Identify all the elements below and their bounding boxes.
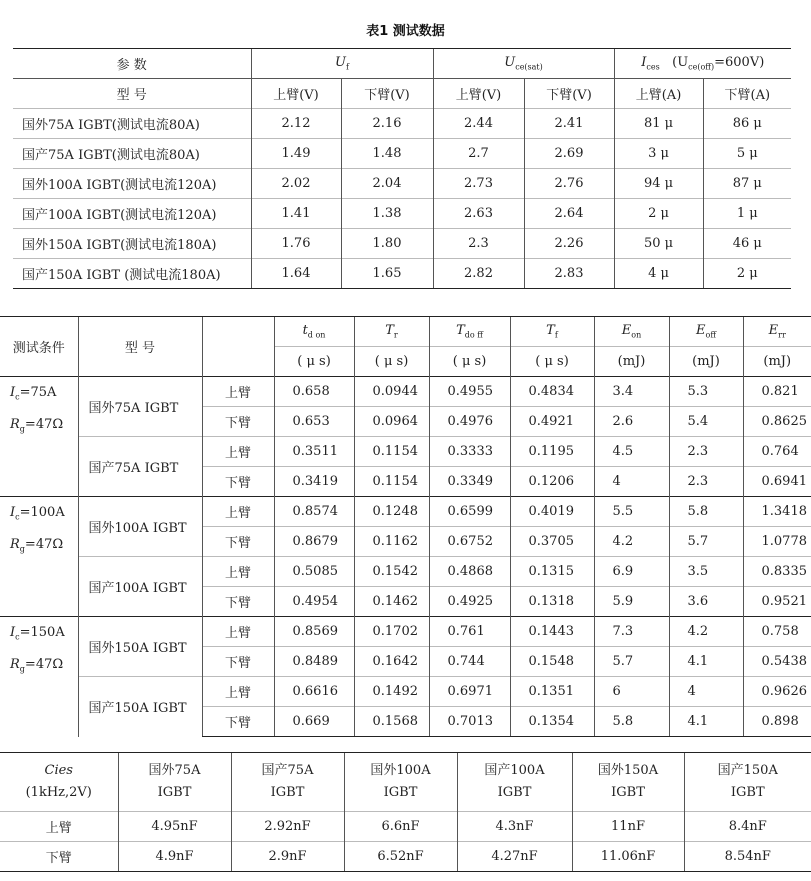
table-row [0, 497, 811, 527]
param-symbol: $E_{rr}$ [743, 317, 811, 347]
test-condition: $I_c=150A$ $R_g=47\Omega$ [0, 617, 78, 737]
table-cell: 0.6616 [274, 677, 354, 707]
table-cell: 2.02 [251, 169, 341, 199]
table-cell: 0.1195 [510, 437, 594, 467]
device-header: 国外150A IGBT [572, 753, 684, 812]
table-cell: 2.76 [524, 169, 614, 199]
table-cell: 2 μ [614, 199, 703, 229]
table-cell: 5.7 [669, 527, 743, 557]
table-cell: 0.1568 [354, 707, 429, 737]
param-header: 参 数 [13, 49, 251, 79]
table-cell: 5.8 [669, 497, 743, 527]
table-row [0, 437, 811, 467]
header-row [0, 753, 811, 812]
table-cell: 2.9nF [231, 842, 344, 872]
arm-label: 下臂 [202, 407, 274, 437]
table-cell: 1.76 [251, 229, 341, 259]
model-name: 国外100A IGBT [78, 497, 202, 557]
capacitance-table [0, 752, 811, 872]
table-cell: 0.1248 [354, 497, 429, 527]
table-cell: 2.3 [669, 437, 743, 467]
table-cell: 6 [594, 677, 669, 707]
unit-header: 下臂(A) [703, 79, 791, 109]
param-unit: ( μ s) [510, 347, 594, 377]
table-cell: 4.3nF [457, 812, 572, 842]
table-cell: 0.8574 [274, 497, 354, 527]
table-cell: 0.1462 [354, 587, 429, 617]
model-name: 国产100A IGBT [78, 557, 202, 617]
table-cell: 0.4925 [429, 587, 510, 617]
table-row [0, 842, 811, 872]
table-cell: 2.3 [669, 467, 743, 497]
table-cell: 2.63 [433, 199, 524, 229]
table-cell: 2.26 [524, 229, 614, 259]
table-row [0, 677, 811, 707]
table-cell: 1.64 [251, 259, 341, 289]
table-cell: 0.1351 [510, 677, 594, 707]
table-cell: 5.4 [669, 407, 743, 437]
uce-sat-header: $U_{ce(sat)}$ [433, 49, 614, 79]
switching-test-table [0, 316, 811, 737]
table-cell: 2.69 [524, 139, 614, 169]
table-cell: 3.4 [594, 377, 669, 407]
table-row [13, 169, 791, 199]
model-name: 国外150A IGBT [78, 617, 202, 677]
table-cell: 1.41 [251, 199, 341, 229]
table-cell: 0.1642 [354, 647, 429, 677]
table-cell: 5.5 [594, 497, 669, 527]
param-unit: ( μ s) [429, 347, 510, 377]
table-cell: 5.3 [669, 377, 743, 407]
table-cell: 0.1542 [354, 557, 429, 587]
table-row [0, 812, 811, 842]
param-symbol: $E_{off}$ [669, 317, 743, 347]
table-row [0, 377, 811, 407]
table-cell: 6.6nF [344, 812, 457, 842]
table-cell: 5.7 [594, 647, 669, 677]
unit-header: 下臂(V) [341, 79, 433, 109]
table-cell: 1 μ [703, 199, 791, 229]
uf-header: $U_f$ [251, 49, 433, 79]
model-name: 国产100A IGBT(测试电流120A) [13, 199, 251, 229]
table-cell: 11.06nF [572, 842, 684, 872]
unit-header: 上臂(A) [614, 79, 703, 109]
header-row [0, 317, 811, 347]
arm-label: 下臂 [202, 587, 274, 617]
model-name: 国产150A IGBT [78, 677, 202, 737]
param-unit: (mJ) [594, 347, 669, 377]
table-cell: 0.1154 [354, 437, 429, 467]
model-name: 国外75A IGBT [78, 377, 202, 437]
table-cell: 4.1 [669, 707, 743, 737]
table-row [13, 259, 791, 289]
table-cell: 4 [594, 467, 669, 497]
table-cell: 0.658 [274, 377, 354, 407]
table-cell: 87 μ [703, 169, 791, 199]
param-unit: ( μ s) [354, 347, 429, 377]
model-header: 型 号 [13, 79, 251, 109]
cies-header: Cies (1kHz,2V) [0, 753, 118, 812]
table-cell: 2.6 [594, 407, 669, 437]
param-unit: (mJ) [743, 347, 811, 377]
table-cell: 0.6971 [429, 677, 510, 707]
table-cell: 0.6941 [743, 467, 811, 497]
unit-header: 下臂(V) [524, 79, 614, 109]
model-name: 国产75A IGBT(测试电流80A) [13, 139, 251, 169]
model-name: 国外150A IGBT(测试电流180A) [13, 229, 251, 259]
table-cell: 0.764 [743, 437, 811, 467]
table-cell: 0.758 [743, 617, 811, 647]
table-cell: 0.1154 [354, 467, 429, 497]
table-cell: 1.38 [341, 199, 433, 229]
table-cell: 2 μ [703, 259, 791, 289]
arm-label: 下臂 [202, 527, 274, 557]
table-cell: 0.4954 [274, 587, 354, 617]
test-data-table-1 [13, 48, 791, 289]
table-cell: 4.2 [594, 527, 669, 557]
table-cell: 5 μ [703, 139, 791, 169]
arm-label: 上臂 [202, 497, 274, 527]
table-row [13, 139, 791, 169]
table-cell: 46 μ [703, 229, 791, 259]
table-cell: 0.3705 [510, 527, 594, 557]
table-cell: 0.4834 [510, 377, 594, 407]
table-cell: 0.3419 [274, 467, 354, 497]
table-row [0, 557, 811, 587]
param-symbol: $E_{on}$ [594, 317, 669, 347]
table-cell: 0.1702 [354, 617, 429, 647]
table-cell: 0.5085 [274, 557, 354, 587]
test-condition: $I_c=100A$ $R_g=47\Omega$ [0, 497, 78, 617]
table-cell: 0.3349 [429, 467, 510, 497]
table-cell: 6.9 [594, 557, 669, 587]
table-cell: 0.669 [274, 707, 354, 737]
param-symbol: $t_{d on}$ [274, 317, 354, 347]
table-cell: 0.1162 [354, 527, 429, 557]
table-cell: 3.6 [669, 587, 743, 617]
table-cell: 0.8625 [743, 407, 811, 437]
device-header: 国产100A IGBT [457, 753, 572, 812]
table-cell: 4.95nF [118, 812, 231, 842]
param-symbol: $T_f$ [510, 317, 594, 347]
arm-label: 下臂 [202, 467, 274, 497]
test-condition: $I_c=75A$ $R_g=47\Omega$ [0, 377, 78, 497]
table-cell: 2.73 [433, 169, 524, 199]
table-cell: 1.49 [251, 139, 341, 169]
model-name: 国产150A IGBT (测试电流180A) [13, 259, 251, 289]
table-cell: 0.4976 [429, 407, 510, 437]
table-cell: 0.8679 [274, 527, 354, 557]
arm-label: 上臂 [202, 677, 274, 707]
table-cell: 86 μ [703, 109, 791, 139]
table-cell: 2.92nF [231, 812, 344, 842]
table-cell: 0.0944 [354, 377, 429, 407]
model-name: 国外100A IGBT(测试电流120A) [13, 169, 251, 199]
table-cell: 0.1492 [354, 677, 429, 707]
device-header: 国产150A IGBT [684, 753, 811, 812]
table-cell: 1.65 [341, 259, 433, 289]
unit-header: 上臂(V) [433, 79, 524, 109]
table-cell: 4.27nF [457, 842, 572, 872]
arm-label: 上臂 [202, 377, 274, 407]
table-cell: 4.5 [594, 437, 669, 467]
arm-label: 下臂 [0, 842, 118, 872]
table-cell: 0.744 [429, 647, 510, 677]
table-cell: 1.3418 [743, 497, 811, 527]
device-header: 国外75A IGBT [118, 753, 231, 812]
unit-header: 上臂(V) [251, 79, 341, 109]
arm-label: 上臂 [202, 557, 274, 587]
arm-label: 上臂 [202, 437, 274, 467]
table-cell: 94 μ [614, 169, 703, 199]
table-cell: 0.1315 [510, 557, 594, 587]
arm-label: 下臂 [202, 647, 274, 677]
table-cell: 0.9521 [743, 587, 811, 617]
ices-header: $I_{ces}$ $(U_{ce(off)}=600V)$ [614, 49, 791, 79]
table-cell: 0.821 [743, 377, 811, 407]
arm-label: 上臂 [202, 617, 274, 647]
table-cell: 0.4955 [429, 377, 510, 407]
table-cell: 4.2 [669, 617, 743, 647]
arm-label: 上臂 [0, 812, 118, 842]
table-cell: 4.1 [669, 647, 743, 677]
table-cell: 5.8 [594, 707, 669, 737]
table-cell: 2.44 [433, 109, 524, 139]
table-cell: 2.83 [524, 259, 614, 289]
table-row [13, 199, 791, 229]
table-cell: 7.3 [594, 617, 669, 647]
table-cell: 11nF [572, 812, 684, 842]
param-unit: (mJ) [669, 347, 743, 377]
table-cell: 0.6752 [429, 527, 510, 557]
arm-label: 下臂 [202, 707, 274, 737]
table-cell: 0.1548 [510, 647, 594, 677]
table-cell: 1.80 [341, 229, 433, 259]
table-cell: 2.41 [524, 109, 614, 139]
table-cell: 2.7 [433, 139, 524, 169]
table-cell: 0.653 [274, 407, 354, 437]
table-cell: 4.9nF [118, 842, 231, 872]
model-header: 型 号 [78, 317, 202, 377]
table-cell: 2.04 [341, 169, 433, 199]
table-cell: 1.48 [341, 139, 433, 169]
table-cell: 0.7013 [429, 707, 510, 737]
table-row [0, 617, 811, 647]
table-cell: 0.3333 [429, 437, 510, 467]
model-name: 国产75A IGBT [78, 437, 202, 497]
table-cell: 81 μ [614, 109, 703, 139]
table-cell: 3 μ [614, 139, 703, 169]
table-cell: 0.4019 [510, 497, 594, 527]
table-cell: 0.898 [743, 707, 811, 737]
table-cell: 0.1206 [510, 467, 594, 497]
table-cell: 0.0964 [354, 407, 429, 437]
table-cell: 4 μ [614, 259, 703, 289]
table-cell: 2.3 [433, 229, 524, 259]
table-row [13, 229, 791, 259]
table-cell: 8.54nF [684, 842, 811, 872]
table-cell: 0.4868 [429, 557, 510, 587]
table-cell: 0.1354 [510, 707, 594, 737]
table-cell: 0.3511 [274, 437, 354, 467]
device-header: 国产75A IGBT [231, 753, 344, 812]
table-cell: 4 [669, 677, 743, 707]
table-cell: 0.8489 [274, 647, 354, 677]
table-cell: 50 μ [614, 229, 703, 259]
table-cell: 8.4nF [684, 812, 811, 842]
table-cell: 0.1443 [510, 617, 594, 647]
param-symbol: $T_{do ff}$ [429, 317, 510, 347]
model-name: 国外75A IGBT(测试电流80A) [13, 109, 251, 139]
table-cell: 0.6599 [429, 497, 510, 527]
param-symbol: $T_r$ [354, 317, 429, 347]
table-cell: 0.4921 [510, 407, 594, 437]
table-cell: 2.82 [433, 259, 524, 289]
table-cell: 0.9626 [743, 677, 811, 707]
table-cell: 0.761 [429, 617, 510, 647]
table-row [13, 109, 791, 139]
table-cell: 1.0778 [743, 527, 811, 557]
table-cell: 2.64 [524, 199, 614, 229]
table-cell: 2.16 [341, 109, 433, 139]
table-cell: 0.5438 [743, 647, 811, 677]
table-title: 表1 测试数据 [366, 24, 445, 39]
table-cell: 3.5 [669, 557, 743, 587]
table-cell: 0.8335 [743, 557, 811, 587]
param-unit: ( μ s) [274, 347, 354, 377]
table-cell: 5.9 [594, 587, 669, 617]
table-cell: 6.52nF [344, 842, 457, 872]
device-header: 国外100A IGBT [344, 753, 457, 812]
table-cell: 0.8569 [274, 617, 354, 647]
table-cell: 0.1318 [510, 587, 594, 617]
condition-header: 测试条件 [0, 317, 78, 377]
arm-header [202, 317, 274, 377]
table-cell: 2.12 [251, 109, 341, 139]
